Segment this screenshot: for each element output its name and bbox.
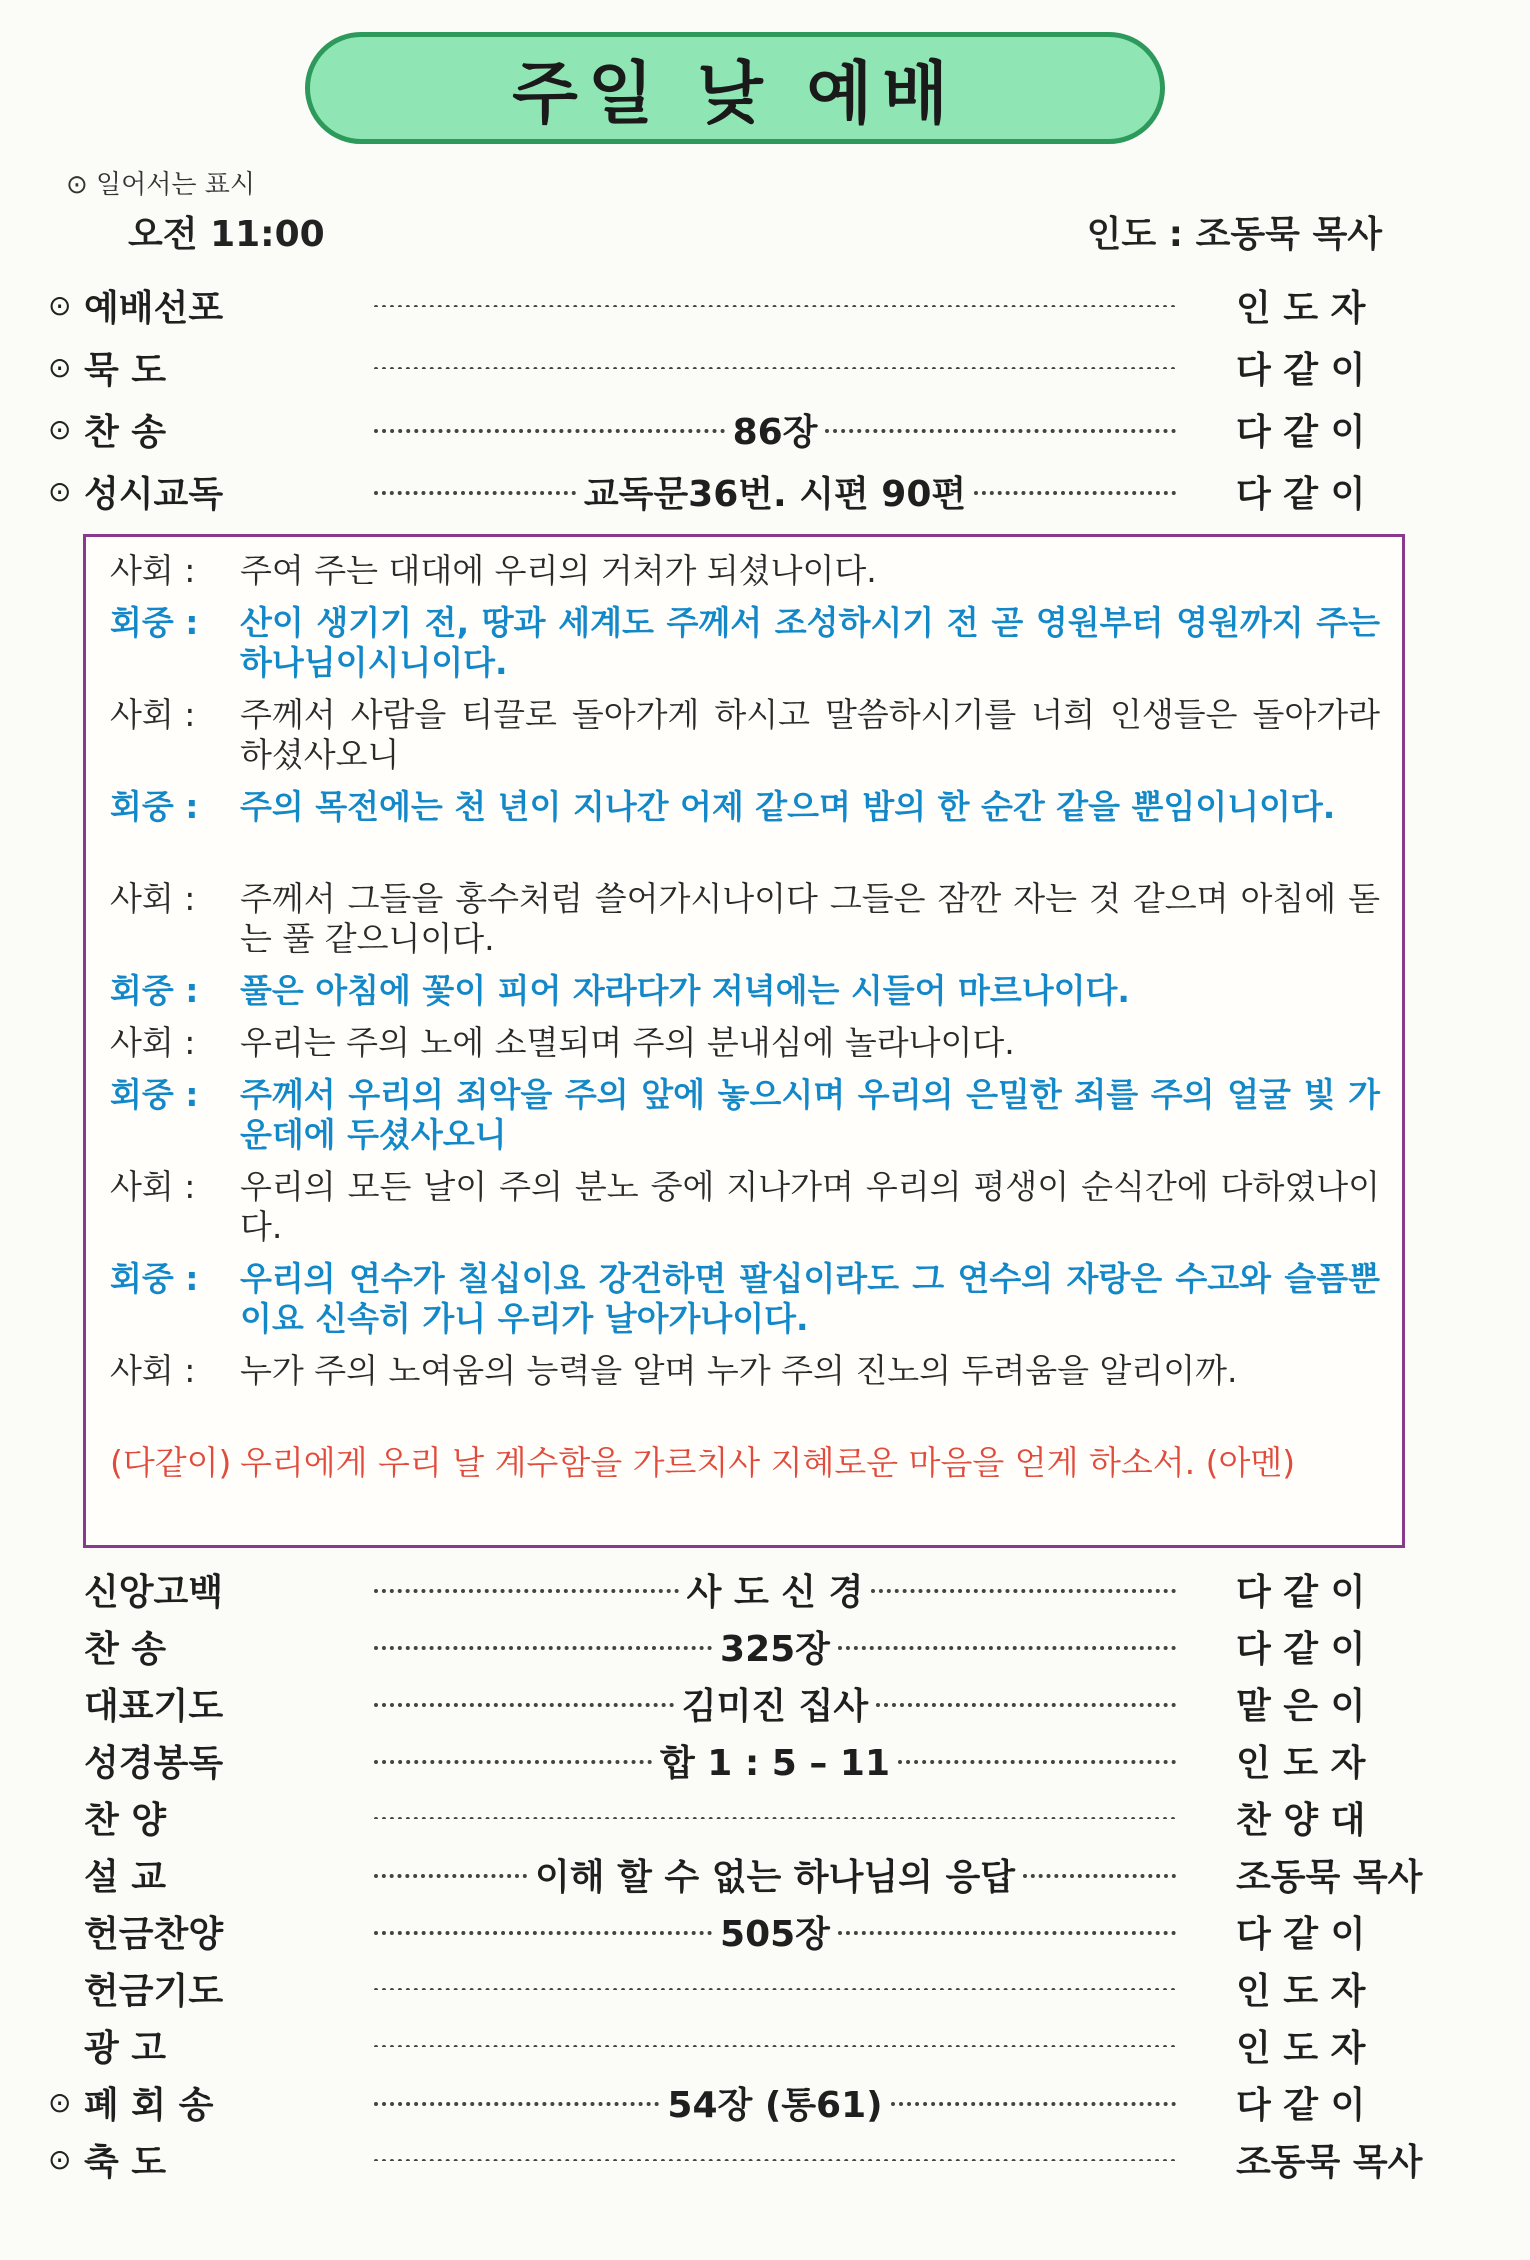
responsive-reading-box — [83, 534, 1405, 1548]
standing-note: ⊙ 일어서는 표시 — [66, 170, 256, 200]
order-item-responsive-reading — [48, 464, 1426, 518]
order-item-person: 다 같 이 — [1236, 349, 1366, 391]
order-item-person: 다 같 이 — [1236, 411, 1366, 453]
order-item-choir — [48, 1790, 1426, 1844]
order-item-hymn-2 — [48, 1619, 1426, 1673]
standing-mark-icon: ⊙ — [48, 2142, 72, 2176]
order-item-name: 헌금기도 — [84, 1970, 224, 2012]
order-item-announcements — [48, 2018, 1426, 2072]
order-item-content: 54장 (통61) — [667, 2084, 883, 2126]
standing-mark-icon: ⊙ — [48, 350, 72, 384]
order-item-person: 조동묵 목사 — [1236, 1856, 1423, 1898]
order-item-name: 찬 양 — [84, 1799, 167, 1841]
service-leader: 인도 : 조동묵 목사 — [1086, 214, 1382, 255]
order-item-benediction — [48, 2132, 1426, 2186]
reading-line: 회중 : 우리의 연수가 칠십이요 강건하면 팔십이라도 그 연수의 자랑은 수고와 슬픔뿐이요 신속히 가니 우리가 날아가나이다. — [110, 1259, 1380, 1338]
order-item-name: 설 교 — [84, 1856, 167, 1898]
order-item-name: 대표기도 — [84, 1685, 224, 1727]
title-banner — [305, 32, 1165, 144]
order-item-name: 찬 송 — [84, 411, 167, 453]
order-item-person: 인 도 자 — [1236, 1970, 1366, 2012]
order-item-name: 축 도 — [84, 2141, 167, 2183]
reading-line: 회중 : 주께서 우리의 죄악을 주의 앞에 놓으시며 우리의 은밀한 죄를 주의 얼굴 빛 가운데에 두셨사오니 — [110, 1075, 1380, 1154]
order-item-person: 다 같 이 — [1236, 1913, 1366, 1955]
reading-line: 사회 : 주께서 그들을 홍수처럼 쓸어가시나이다 그들은 잠깐 자는 것 같으며 아침에 돋는 풀 같으니이다. — [110, 879, 1380, 958]
order-item-person: 인 도 자 — [1236, 2027, 1366, 2069]
reading-line: 사회 : 우리는 주의 노에 소멸되며 주의 분내심에 놀라나이다. — [110, 1023, 1015, 1062]
order-item-content: 505장 — [720, 1913, 830, 1955]
reading-line: 회중 : 산이 생기기 전, 땅과 세계도 주께서 조성하시기 전 곧 영원부터 영원까지 주는 하나님이시니이다. — [110, 603, 1380, 682]
order-item-name: 찬 송 — [84, 1628, 167, 1670]
order-item-person: 인 도 자 — [1236, 1742, 1366, 1784]
order-item-person: 다 같 이 — [1236, 1571, 1366, 1613]
reading-line: (다같이) 우리에게 우리 날 계수함을 가르치사 지혜로운 마음을 얻게 하소서. (아멘) — [110, 1443, 1296, 1482]
order-item-name: 신앙고백 — [84, 1571, 224, 1613]
order-item-content: 사 도 신 경 — [686, 1571, 864, 1613]
order-item-creed — [48, 1562, 1426, 1616]
standing-mark-icon: ⊙ — [48, 412, 72, 446]
order-item-name: 성시교독 — [84, 473, 224, 515]
service-time: 오전 11:00 — [128, 214, 325, 255]
order-item-hymn — [48, 402, 1426, 456]
reading-line: 회중 : 주의 목전에는 천 년이 지나간 어제 같으며 밤의 한 순간 같을 뿐임이니이다. — [110, 787, 1336, 826]
order-item-closing-hymn — [48, 2075, 1426, 2129]
order-item-person: 조동묵 목사 — [1236, 2141, 1423, 2183]
standing-mark-icon: ⊙ — [48, 474, 72, 508]
order-item-content: 합 1 : 5 – 11 — [659, 1742, 891, 1784]
order-item-person: 인 도 자 — [1236, 287, 1366, 329]
order-item-sermon — [48, 1847, 1426, 1901]
order-item-person: 다 같 이 — [1236, 2084, 1366, 2126]
order-item-content: 86장 — [732, 411, 818, 453]
order-item-offering-prayer — [48, 1961, 1426, 2015]
order-item-name: 성경봉독 — [84, 1742, 224, 1784]
order-item-person: 다 같 이 — [1236, 1628, 1366, 1670]
order-item-silent-prayer — [48, 340, 1426, 394]
standing-mark-icon: ⊙ — [48, 288, 72, 322]
order-item-content: 교독문36번. 시편 90편 — [583, 473, 967, 515]
order-item-name: 광 고 — [84, 2027, 167, 2069]
order-item-name: 헌금찬양 — [84, 1913, 224, 1955]
order-item-person: 찬 양 대 — [1236, 1799, 1366, 1841]
order-item-name: 폐 회 송 — [84, 2084, 214, 2126]
order-item-content: 이해 할 수 없는 하나님의 응답 — [535, 1856, 1015, 1898]
order-item-scripture — [48, 1733, 1426, 1787]
reading-line: 회중 : 풀은 아침에 꽃이 피어 자라다가 저녁에는 시들어 마르나이다. — [110, 971, 1130, 1010]
order-item-content: 김미진 집사 — [681, 1685, 869, 1727]
page-title: 주일 낮 예배 — [512, 54, 958, 134]
standing-mark-icon: ⊙ — [48, 2085, 72, 2119]
reading-line: 사회 : 주여 주는 대대에 우리의 거처가 되셨나이다. — [110, 551, 877, 590]
order-item-offering-hymn — [48, 1904, 1426, 1958]
reading-line: 사회 : 주께서 사람을 티끌로 돌아가게 하시고 말씀하시기를 너희 인생들은 돌아가라 하셨사오니 — [110, 695, 1380, 774]
reading-line: 사회 : 누가 주의 노여움의 능력을 알며 누가 주의 진노의 두려움을 알리이까. — [110, 1351, 1238, 1390]
order-item-person: 다 같 이 — [1236, 473, 1366, 515]
order-item-prayer — [48, 1676, 1426, 1730]
order-item-name: 묵 도 — [84, 349, 167, 391]
reading-line: 사회 : 우리의 모든 날이 주의 분노 중에 지나가며 우리의 평생이 순식간에 다하였나이다. — [110, 1167, 1380, 1246]
order-item-name: 예배선포 — [84, 287, 224, 329]
order-item-person: 맡 은 이 — [1236, 1685, 1366, 1727]
order-item-sermon-call — [48, 278, 1426, 332]
order-item-content: 325장 — [720, 1628, 830, 1670]
